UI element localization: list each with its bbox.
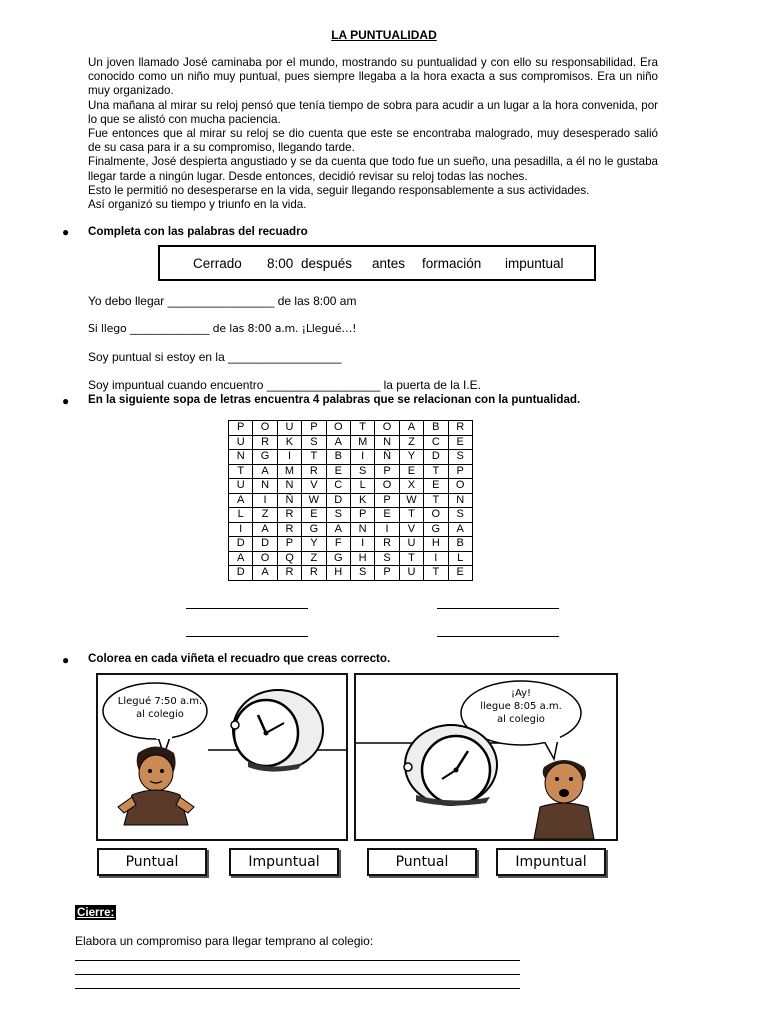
grid-row [229,508,473,523]
grid-cell[interactable]: P [277,537,301,552]
grid-cell[interactable]: T [399,508,423,523]
word-bank-item: impuntual [505,256,564,271]
story-paragraph: Finalmente, José despierta angustiado y se da cuenta que todo fue un sueño, una pesadilla, a él no le gustaba llegar tarde a ningún lugar. Desde entonces, decidió revisar su reloj todas las noches. [88,155,658,183]
grid-cell[interactable]: D [253,537,277,552]
comic-panel-right [354,673,618,841]
grid-cell[interactable]: E [448,435,472,450]
grid-cell[interactable]: O [326,421,350,436]
fill-sentence: Si llego _______________ de las 8:00 a.m. ¡Llegué…! [88,322,357,335]
grid-cell[interactable]: P [302,421,326,436]
section1-heading: Completa con las palabras del recuadro [88,225,308,238]
grid-cell[interactable]: A [448,522,472,537]
grid-cell[interactable]: M [350,435,374,450]
grid-cell[interactable]: C [326,479,350,494]
grid-cell[interactable]: U [229,479,253,494]
grid-cell[interactable]: M [277,464,301,479]
answer-line[interactable] [437,636,559,637]
closing-prompt: Elabora un compromiso para llegar temprano al colegio: [75,934,374,948]
fill-sentence: Yo debo llegar ________________ de las 8:00 am [88,294,357,308]
grid-row [229,421,473,436]
grid-cell[interactable]: C [424,435,448,450]
grid-cell[interactable]: E [448,566,472,581]
grid-cell[interactable]: O [375,479,399,494]
grid-cell[interactable]: Ñ [375,450,399,465]
grid-cell[interactable]: I [350,537,374,552]
grid-cell[interactable]: U [399,566,423,581]
speech-bubble-text [460,687,582,726]
grid-cell[interactable]: S [448,508,472,523]
story-paragraph: Fue entonces que al mirar su reloj se dio cuenta que este se encontraba malogrado, muy desesperado salió de su casa para ir a su compromiso, llegando tarde. [88,127,658,155]
grid-cell[interactable]: I [277,450,301,465]
answer-line[interactable] [186,636,308,637]
section3-heading: Colorea en cada viñeta el recuadro que creas correcto. [88,652,391,665]
grid-cell[interactable]: D [229,566,253,581]
grid-cell[interactable]: V [399,522,423,537]
grid-cell[interactable]: H [326,566,350,581]
option-impuntual-left[interactable]: Impuntual [229,848,339,876]
grid-row [229,464,473,479]
grid-cell[interactable]: A [326,522,350,537]
grid-row [229,522,473,537]
grid-cell[interactable]: R [253,435,277,450]
speech-line: Llegué 7:50 a.m. [117,696,203,707]
grid-cell[interactable]: Ñ [277,493,301,508]
grid-cell[interactable]: Q [277,551,301,566]
grid-cell[interactable]: Z [253,508,277,523]
grid-cell[interactable]: A [399,421,423,436]
grid-cell[interactable]: P [375,464,399,479]
grid-cell[interactable]: T [424,566,448,581]
grid-cell[interactable]: K [350,493,374,508]
grid-cell[interactable]: R [302,464,326,479]
word-bank-item: antes [372,256,406,271]
story-paragraph: Una mañana al mirar su reloj pensó que tenía tiempo de sobra para acudir a un lugar a la hora convenida, por lo que se alistó con mucha paciencia. [88,98,658,126]
speech-bubble-text [108,695,212,721]
fill-sentence: Soy impuntual cuando encuentro _________________ la puerta de la I.E. [88,378,481,392]
speech-line: ¡Ay! [510,688,532,699]
grid-cell[interactable]: X [399,479,423,494]
option-puntual-right[interactable]: Puntual [367,848,477,876]
grid-cell[interactable]: R [448,421,472,436]
grid-cell[interactable]: L [448,551,472,566]
grid-cell[interactable]: G [253,450,277,465]
grid-cell[interactable]: E [302,508,326,523]
fill-sentence: Soy puntual si estoy en la _________________ [88,350,342,364]
grid-cell[interactable]: N [350,522,374,537]
grid-row [229,537,473,552]
grid-cell[interactable]: G [326,551,350,566]
grid-cell[interactable]: I [350,450,374,465]
grid-cell[interactable]: U [277,421,301,436]
word-bank-item: formación [422,256,482,271]
grid-cell[interactable]: U [229,435,253,450]
grid-cell[interactable]: O [253,551,277,566]
grid-cell[interactable]: P [229,421,253,436]
grid-cell[interactable]: I [229,522,253,537]
grid-cell[interactable]: T [399,551,423,566]
grid-cell[interactable]: P [350,508,374,523]
comic-panel-left [96,673,348,841]
grid-cell[interactable]: A [253,464,277,479]
story-paragraph: Así organizó su tiempo y triunfo en la vida. [88,198,307,212]
grid-cell[interactable]: T [350,421,374,436]
grid-cell[interactable]: R [277,508,301,523]
bullet-icon: ● [62,225,70,239]
story-paragraph: Esto le permitió no desesperarse en la vida, seguir llegando responsablemente a sus actividades. [88,183,590,197]
grid-cell[interactable]: D [424,450,448,465]
grid-cell[interactable]: Y [399,450,423,465]
grid-cell[interactable]: O [375,421,399,436]
grid-cell[interactable]: B [448,537,472,552]
grid-cell[interactable]: A [253,566,277,581]
grid-cell[interactable]: R [302,566,326,581]
grid-cell[interactable]: R [277,522,301,537]
grid-cell[interactable]: L [350,479,374,494]
grid-row [229,479,473,494]
story-paragraph: Un joven llamado José caminaba por el mundo, mostrando su puntualidad y con ello su responsabilidad. Era conocido como un niño muy puntual, pues siempre llegaba a la hora exacta a sus compromisos. Era un niño muy organizado. [88,56,658,98]
grid-cell[interactable]: S [350,464,374,479]
grid-cell[interactable]: L [229,508,253,523]
speech-line: al colegio [136,709,184,720]
grid-row [229,435,473,450]
grid-cell[interactable]: Z [399,435,423,450]
grid-cell[interactable]: T [424,493,448,508]
grid-cell[interactable]: O [253,421,277,436]
grid-cell[interactable]: A [229,493,253,508]
closing-label: Cierre: [77,906,115,919]
grid-cell[interactable]: S [375,551,399,566]
word-bank-item: Cerrado [193,256,242,271]
grid-cell[interactable]: R [277,566,301,581]
bullet-icon: ● [62,394,70,408]
grid-cell[interactable]: R [375,537,399,552]
speech-line: llegue 8:05 a.m. [480,701,562,712]
grid-cell[interactable]: I [424,551,448,566]
grid-cell[interactable]: S [448,450,472,465]
grid-cell[interactable]: N [277,479,301,494]
grid-cell[interactable]: A [326,435,350,450]
grid-row [229,493,473,508]
grid-cell[interactable]: S [350,566,374,581]
bullet-icon: ● [62,653,70,667]
grid-row [229,551,473,566]
grid-cell[interactable]: N [375,435,399,450]
grid-cell[interactable]: F [326,537,350,552]
grid-cell[interactable]: K [277,435,301,450]
grid-cell[interactable]: S [302,435,326,450]
grid-cell[interactable]: N [253,479,277,494]
writing-line[interactable] [75,988,520,989]
grid-cell[interactable]: T [302,450,326,465]
grid-row [229,450,473,465]
grid-cell[interactable]: T [229,464,253,479]
word-bank-item: después [301,256,353,271]
grid-cell[interactable]: Z [302,551,326,566]
grid-cell[interactable]: P [375,493,399,508]
grid-cell[interactable]: N [448,493,472,508]
grid-cell[interactable]: A [253,522,277,537]
word-search-grid [228,420,473,581]
grid-cell[interactable]: G [424,522,448,537]
option-puntual-left[interactable]: Puntual [97,848,207,876]
speech-line: al colegio [497,714,545,725]
grid-cell[interactable]: P [448,464,472,479]
grid-cell[interactable]: E [375,508,399,523]
grid-row [229,566,473,581]
writing-line[interactable] [75,974,520,975]
grid-cell[interactable]: U [399,537,423,552]
answer-line[interactable] [437,608,559,609]
grid-cell[interactable]: I [253,493,277,508]
section2-heading: En la siguiente sopa de letras encuentra 4 palabras que se relacionan con la puntualidad. [88,393,581,406]
grid-cell[interactable]: D [326,493,350,508]
grid-cell[interactable]: B [326,450,350,465]
grid-cell[interactable]: A [229,551,253,566]
grid-cell[interactable]: B [424,421,448,436]
grid-cell[interactable]: O [424,508,448,523]
grid-cell[interactable]: N [229,450,253,465]
grid-cell[interactable]: E [326,464,350,479]
grid-cell[interactable]: S [326,508,350,523]
grid-cell[interactable]: W [399,493,423,508]
word-bank-item: 8:00 [267,256,294,271]
story-text [88,56,658,212]
page-title: LA PUNTUALIDAD [331,28,437,42]
grid-cell[interactable]: D [229,537,253,552]
grid-cell[interactable]: H [350,551,374,566]
grid-cell[interactable]: H [424,537,448,552]
grid-cell[interactable]: V [302,479,326,494]
grid-cell[interactable]: G [302,522,326,537]
grid-cell[interactable]: P [375,566,399,581]
grid-cell[interactable]: E [424,479,448,494]
grid-cell[interactable]: O [448,479,472,494]
grid-cell[interactable]: T [424,464,448,479]
answer-line[interactable] [186,608,308,609]
grid-cell[interactable]: Y [302,537,326,552]
grid-cell[interactable]: E [399,464,423,479]
writing-line[interactable] [75,960,520,961]
grid-cell[interactable]: I [375,522,399,537]
grid-cell[interactable]: W [302,493,326,508]
option-impuntual-right[interactable]: Impuntual [496,848,606,876]
word-bank-box [158,245,596,281]
